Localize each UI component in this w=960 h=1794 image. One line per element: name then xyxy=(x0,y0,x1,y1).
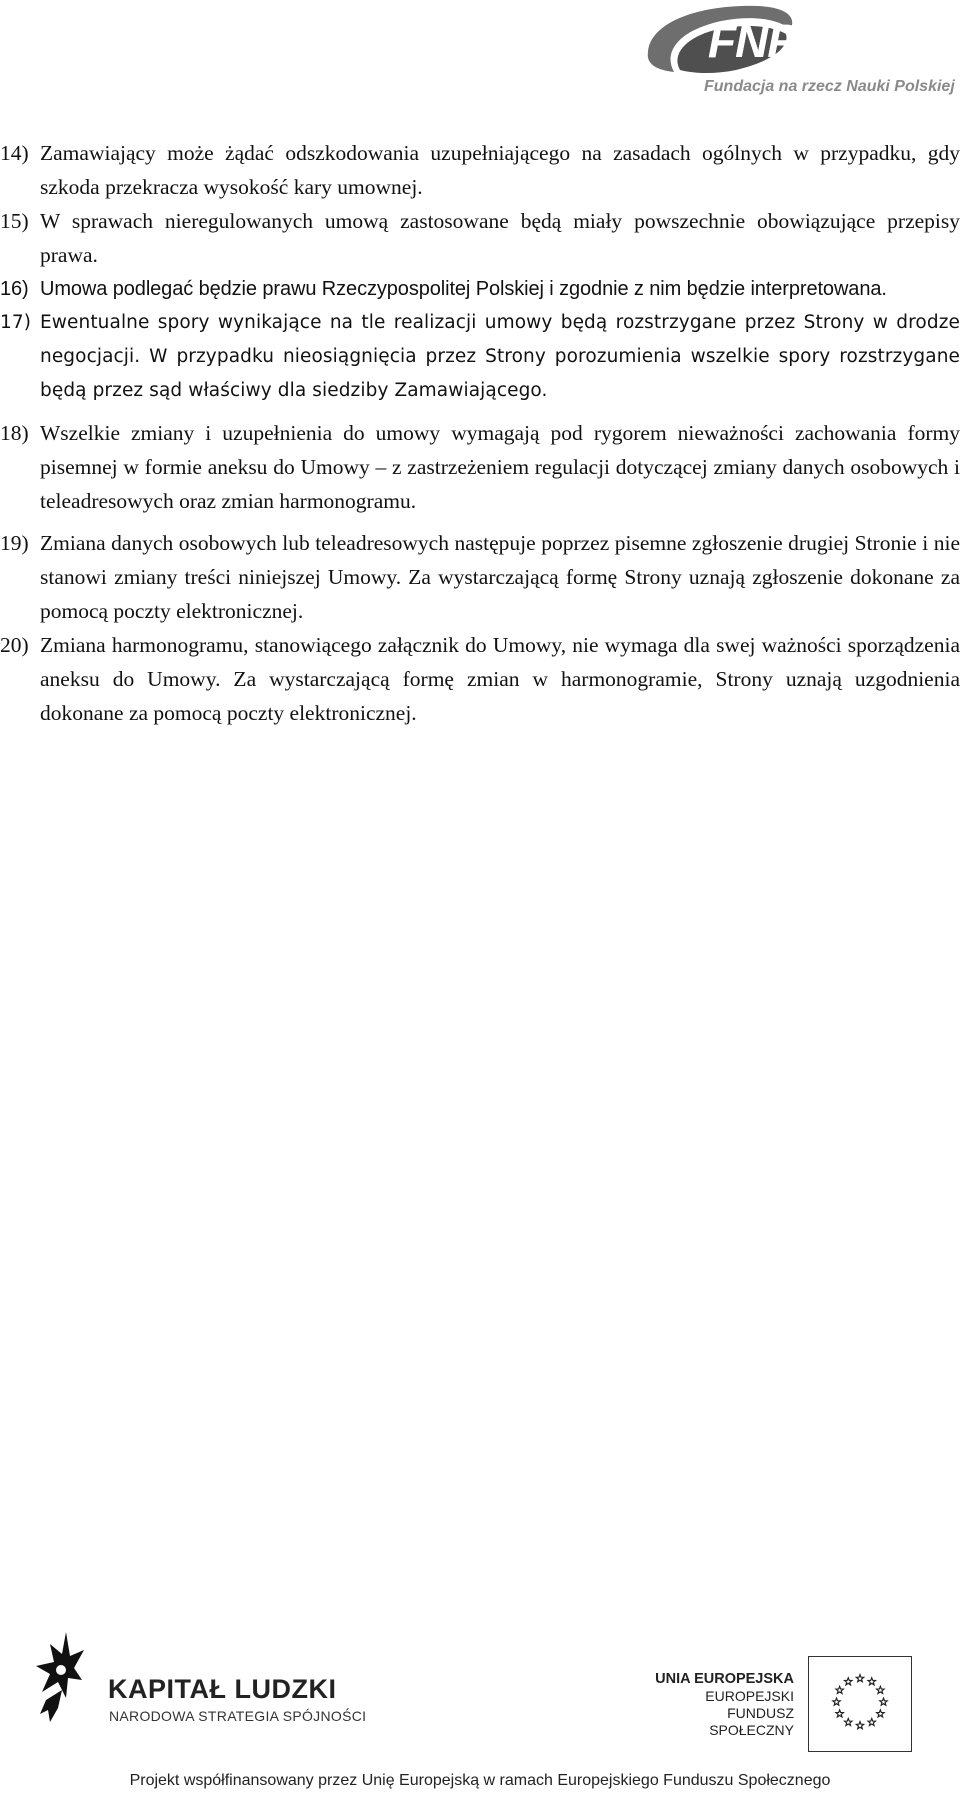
item-text: Wszelkie zmiany i uzupełnienia do umowy wymagają pod rygorem nieważności zachowania formy pisemnej w formie aneksu do Umowy – z zastrzeżeniem regulacji dotyczącej zmiany danych osobowych i teleadresowych oraz zmian harmonogramu. xyxy=(40,421,960,513)
item-text: Zmiana harmonogramu, stanowiącego załącznik do Umowy, nie wymaga dla swej ważności sporządzenia aneksu do Umowy. Za wystarczającą formę zmian w harmonogramie, Strony uznają uzgodnienia dokonane za pomocą poczty elektronicznej. xyxy=(40,633,960,725)
list-item xyxy=(0,204,960,272)
eu-star-icon xyxy=(856,1722,863,1729)
eu-fund-line-2: FUNDUSZ SPOŁECZNY xyxy=(709,1705,794,1738)
item-text-a: Ewentualne spory wynikające na tle realizacji umowy będą rozstrzygane przez Strony w drodze negocjacji. xyxy=(40,312,960,367)
item-text: W sprawach nieregulowanych umową zastosowane będą miały powszechnie obowiązujące przepisy prawa. xyxy=(40,209,960,267)
eu-flag-icon xyxy=(808,1656,912,1752)
item-number: 19) xyxy=(0,531,29,555)
eu-star-icon xyxy=(877,1710,884,1717)
eu-fund-line-1: EUROPEJSKI xyxy=(705,1688,794,1704)
item-text-b: W przypadku nieosiągnięcia przez Strony porozumienia wszelkie spory rozstrzygane będą przez sąd właściwy dla siedziby Zamawiającego. xyxy=(40,346,960,401)
fnp-tagline: Fundacja na rzecz Nauki Polskiej xyxy=(704,78,955,95)
fnp-wordmark: FNP xyxy=(708,15,797,67)
kapital-ludzki-title: KAPITAŁ LUDZKI xyxy=(108,1674,337,1704)
list-item xyxy=(0,136,960,204)
eu-union-label: UNIA EUROPEJSKA xyxy=(655,1671,794,1687)
item-number: 17) xyxy=(0,312,32,333)
list-item xyxy=(0,272,960,306)
kapital-ludzki-star-icon xyxy=(36,1630,84,1722)
cofinancing-note: Projekt współfinansowany przez Unię Europejską w ramach Europejskiego Funduszu Społecznego xyxy=(129,1772,831,1789)
eu-star-icon xyxy=(877,1686,884,1693)
list-item xyxy=(0,526,960,628)
item-number: 16) xyxy=(0,278,29,300)
eu-star-icon xyxy=(880,1698,887,1705)
item-number: 20) xyxy=(0,633,29,657)
document-body xyxy=(0,136,960,730)
eu-star-icon xyxy=(836,1710,843,1717)
eu-star-icon xyxy=(845,1678,852,1685)
item-text: Umowa podlegać będzie prawu Rzeczypospolitej Polskiej i zgodnie z nim będzie interpretowana. xyxy=(40,278,887,300)
eu-star-icon xyxy=(845,1718,852,1725)
eu-star-icon xyxy=(833,1698,840,1705)
eu-star-icon xyxy=(868,1718,875,1725)
eu-fund-label xyxy=(650,1670,794,1739)
fnp-logo xyxy=(640,0,960,100)
item-text: Zamawiający może żądać odszkodowania uzupełniającego na zasadach ogólnych w przypadku, gdy szkoda przekracza wysokość kary umownej. xyxy=(40,141,960,199)
eu-star-icon xyxy=(856,1675,863,1682)
item-number: 14) xyxy=(0,141,29,165)
item-number: 18) xyxy=(0,421,29,445)
eu-star-icon xyxy=(868,1678,875,1685)
item-text: Zmiana danych osobowych lub teleadresowych następuje poprzez pisemne zgłoszenie drugiej Stronie i nie stanowi zmiany treści niniejszej Umowy. Za wystarczającą formę Strony uznają zgłoszenie dokonane za pomocą poczty elektronicznej. xyxy=(40,531,960,623)
list-item xyxy=(0,306,960,408)
list-item xyxy=(0,416,960,518)
eu-star-icon xyxy=(836,1686,843,1693)
kapital-ludzki-subtitle: NARODOWA STRATEGIA SPÓJNOŚCI xyxy=(109,1708,367,1724)
item-number: 15) xyxy=(0,209,29,233)
list-item xyxy=(0,628,960,730)
footer xyxy=(0,1630,960,1794)
